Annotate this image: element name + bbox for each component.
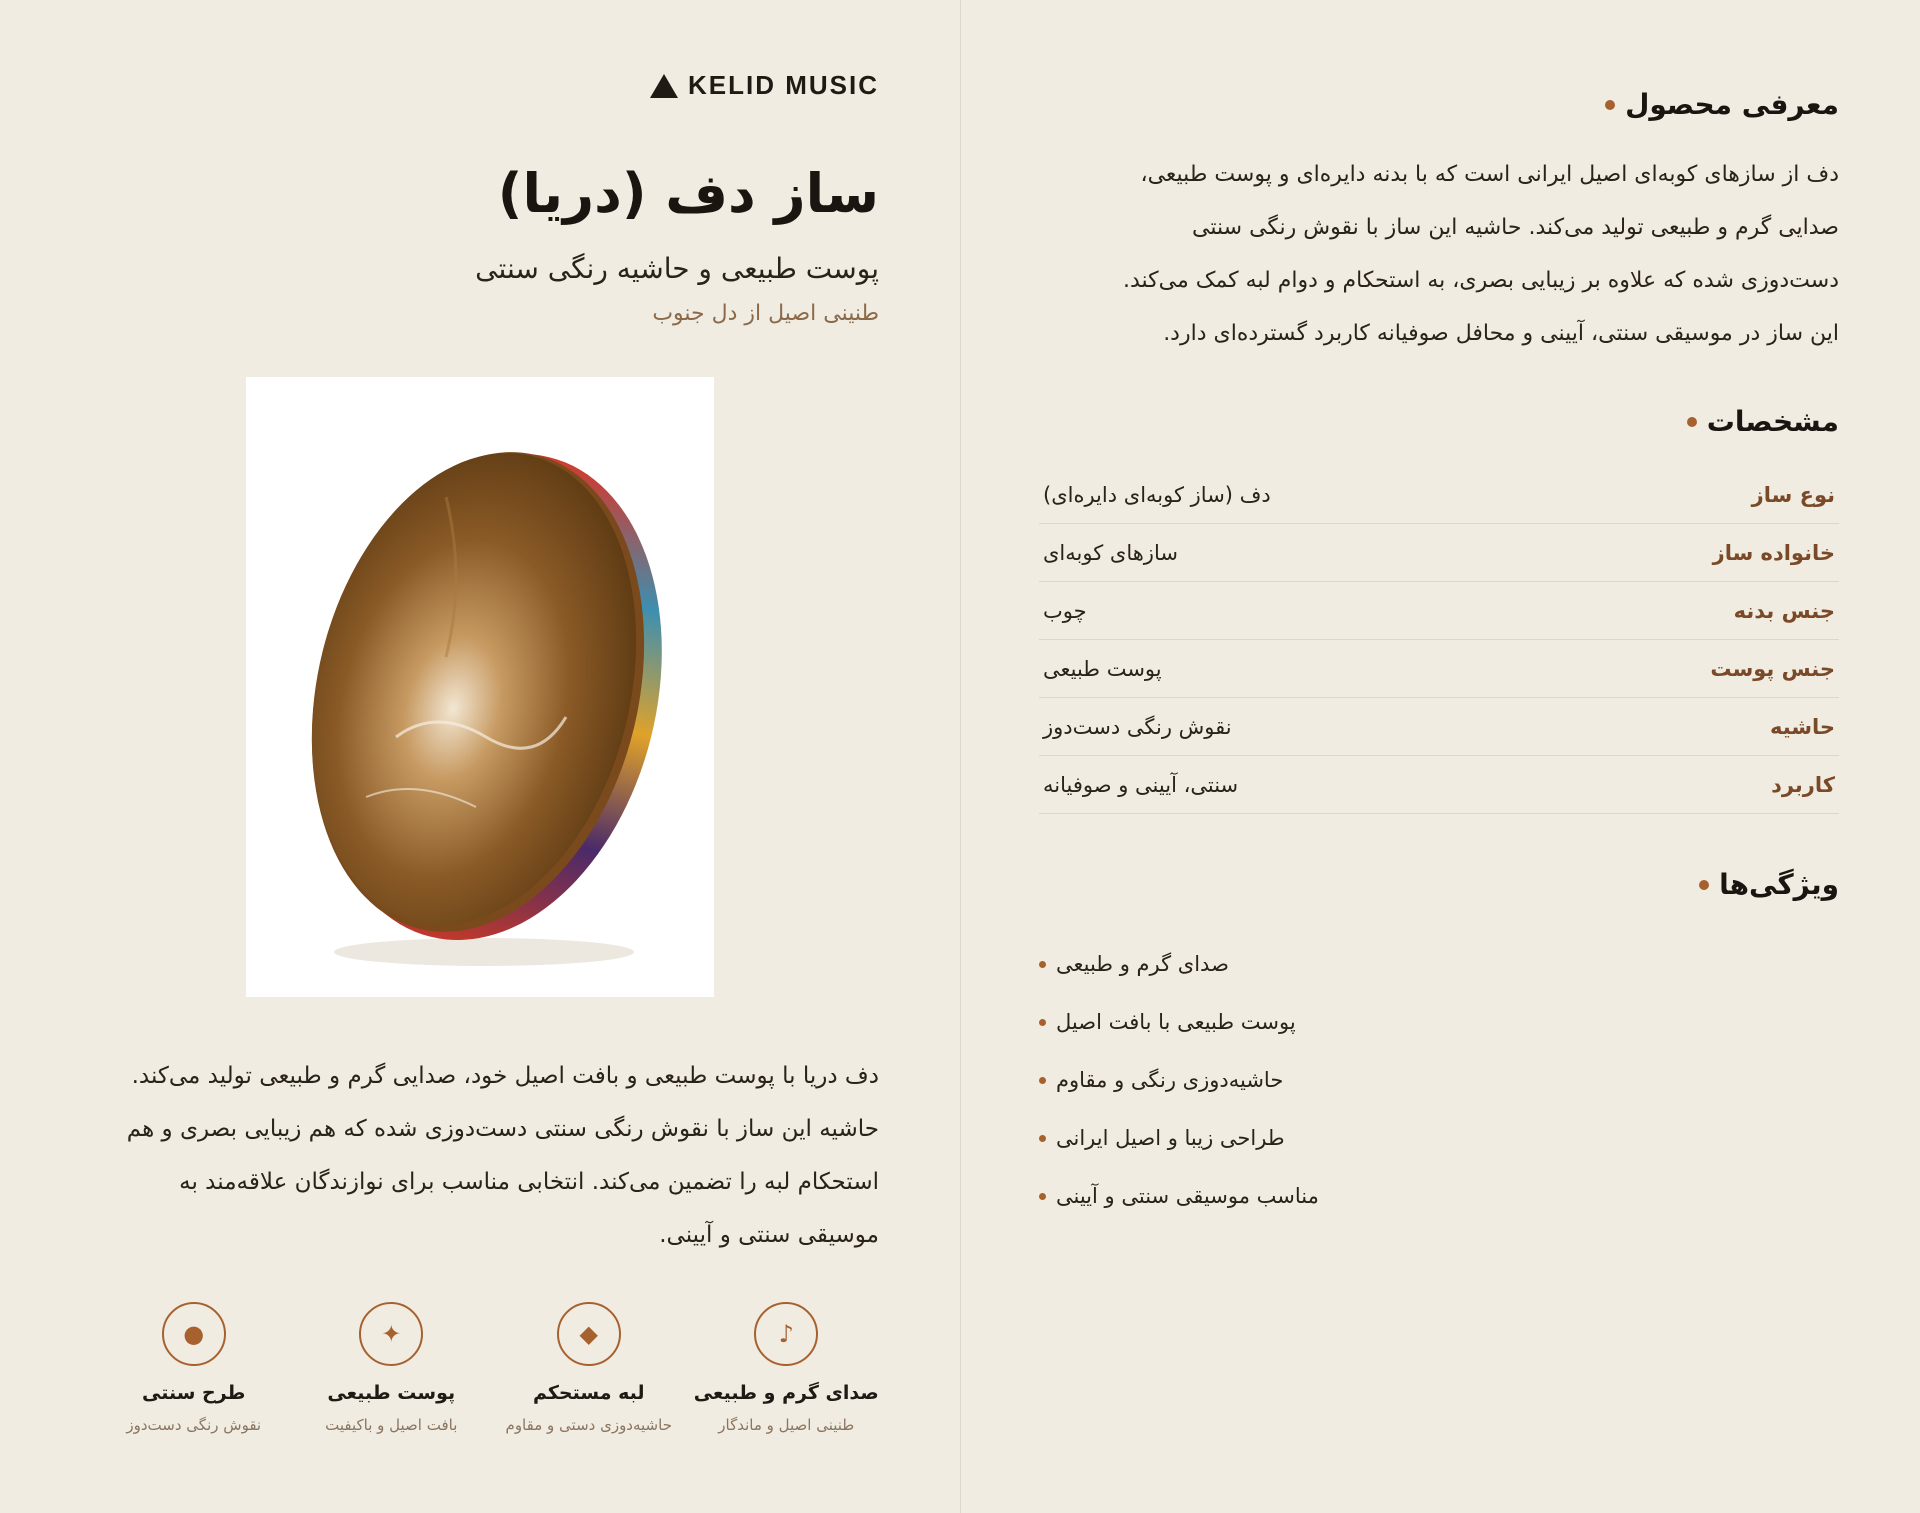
product-subtitle: پوست طبیعی و حاشیه رنگی سنتی	[475, 252, 879, 285]
specs-table	[1039, 466, 1839, 814]
bullet-dot-icon	[1687, 417, 1697, 427]
triangle-logo-icon	[650, 74, 678, 98]
list-item	[1039, 935, 1839, 993]
intro-heading	[1605, 88, 1839, 121]
feature-title: پوست طبیعی	[327, 1382, 456, 1404]
intro-text	[1019, 148, 1839, 360]
list-item-content	[1039, 952, 1229, 976]
spec-value: چوب	[1043, 598, 1087, 623]
spec-value: سازهای کوبه‌ای	[1043, 540, 1178, 565]
brand-name: KELID MUSIC	[688, 70, 879, 100]
description-line: حاشیه این ساز با نقوش رنگی سنتی دست‌دوزی شده که هم زیبایی بصری و هم	[126, 1116, 879, 1142]
list-item-text: طراحی زیبا و اصیل ایرانی	[1056, 1126, 1285, 1150]
highlights-heading	[1699, 868, 1839, 901]
circle-icon: ●	[162, 1302, 226, 1366]
spec-value: نقوش رنگی دست‌دوز	[1043, 714, 1232, 739]
spec-key: جنس پوست	[1710, 656, 1835, 681]
list-item	[1039, 1051, 1839, 1109]
feature-title: طرح سنتی	[142, 1382, 246, 1404]
list-item	[1039, 993, 1839, 1051]
list-item	[1039, 1167, 1839, 1225]
spec-key: جنس بدنه	[1733, 598, 1835, 623]
feature-subtitle: بافت اصیل و باکیفیت	[325, 1416, 458, 1434]
feature-title: لبه مستحکم	[532, 1382, 645, 1404]
feature-traditional-design	[95, 1302, 293, 1452]
bullet-dot-icon	[1039, 1193, 1046, 1200]
feature-subtitle: نقوش رنگی دست‌دوز	[126, 1416, 262, 1434]
daf-drum-illustration	[246, 377, 714, 997]
spec-value: دف (ساز کوبه‌ای دایره‌ای)	[1043, 482, 1271, 507]
list-item-content	[1039, 1126, 1285, 1150]
bullet-dot-icon	[1039, 961, 1046, 968]
intro-line: صدایی گرم و طبیعی تولید می‌کند. حاشیه این ساز با نقوش رنگی سنتی	[1192, 215, 1839, 240]
spec-row	[1039, 524, 1839, 582]
diamond-icon: ◆	[557, 1302, 621, 1366]
product-description	[79, 1050, 879, 1262]
description-line: موسیقی سنتی و آیینی.	[659, 1222, 879, 1248]
specs-heading-text: مشخصات	[1706, 405, 1839, 438]
description-line: دف دریا با پوست طبیعی و بافت اصیل خود، صدایی گرم و طبیعی تولید می‌کند.	[131, 1063, 879, 1089]
spec-value: سنتی، آیینی و صوفیانه	[1043, 772, 1239, 797]
product-details-column	[961, 0, 1920, 1513]
spec-row	[1039, 582, 1839, 640]
intro-heading-text: معرفی محصول	[1625, 88, 1839, 121]
spec-key: خانواده ساز	[1712, 540, 1835, 565]
spec-row	[1039, 640, 1839, 698]
highlights-list	[1039, 935, 1839, 1225]
list-item-text: مناسب موسیقی سنتی و آیینی	[1056, 1184, 1319, 1208]
intro-line: دست‌دوزی شده که علاوه بر زیبایی بصری، به استحکام و دوام لبه کمک می‌کند.	[1122, 268, 1839, 293]
feature-natural-skin	[293, 1302, 491, 1452]
list-item-content	[1039, 1184, 1319, 1208]
bullet-dot-icon	[1699, 880, 1709, 890]
product-image	[246, 377, 714, 997]
bullet-dot-icon	[1039, 1077, 1046, 1084]
list-item-content	[1039, 1010, 1296, 1034]
music-note-icon: ♪	[754, 1302, 818, 1366]
spec-row	[1039, 698, 1839, 756]
brand-logo[interactable]	[650, 70, 879, 101]
spec-key: کاربرد	[1771, 772, 1835, 797]
list-item-text: حاشیه‌دوزی رنگی و مقاوم	[1056, 1068, 1284, 1092]
product-title: ساز دف (دریا)	[497, 162, 879, 225]
bullet-dot-icon	[1039, 1019, 1046, 1026]
description-line: استحکام لبه را تضمین می‌کند. انتخابی مناسب برای نوازندگان علاقه‌مند به	[179, 1169, 879, 1195]
feature-icons-row	[95, 1302, 885, 1452]
sparkle-icon: ✦	[359, 1302, 423, 1366]
feature-strong-rim	[490, 1302, 688, 1452]
bullet-dot-icon	[1605, 100, 1615, 110]
intro-line: این ساز در موسیقی سنتی، آیینی و محافل صوفیانه کاربرد گسترده‌ای دارد.	[1163, 321, 1839, 346]
bullet-dot-icon	[1039, 1135, 1046, 1142]
feature-title: صدای گرم و طبیعی	[693, 1382, 879, 1404]
list-item-content	[1039, 1068, 1283, 1092]
specs-heading	[1687, 405, 1839, 438]
highlights-heading-text: ویژگی‌ها	[1719, 868, 1839, 901]
feature-subtitle: حاشیه‌دوزی دستی و مقاوم	[505, 1416, 672, 1434]
feature-subtitle: طنینی اصیل و ماندگار	[718, 1416, 855, 1434]
spec-row	[1039, 756, 1839, 814]
intro-line: دف از سازهای کوبه‌ای اصیل ایرانی است که با بدنه دایره‌ای و پوست طبیعی،	[1140, 162, 1839, 187]
list-item	[1039, 1109, 1839, 1167]
spec-key: نوع ساز	[1751, 482, 1835, 507]
spec-key: حاشیه	[1770, 714, 1835, 739]
feature-warm-sound	[688, 1302, 886, 1452]
product-tagline: طنینی اصیل از دل جنوب	[652, 301, 879, 326]
list-item-text: پوست طبیعی با بافت اصیل	[1056, 1010, 1296, 1034]
spec-value: پوست طبیعی	[1043, 656, 1162, 681]
spec-row	[1039, 466, 1839, 524]
list-item-text: صدای گرم و طبیعی	[1056, 952, 1229, 976]
